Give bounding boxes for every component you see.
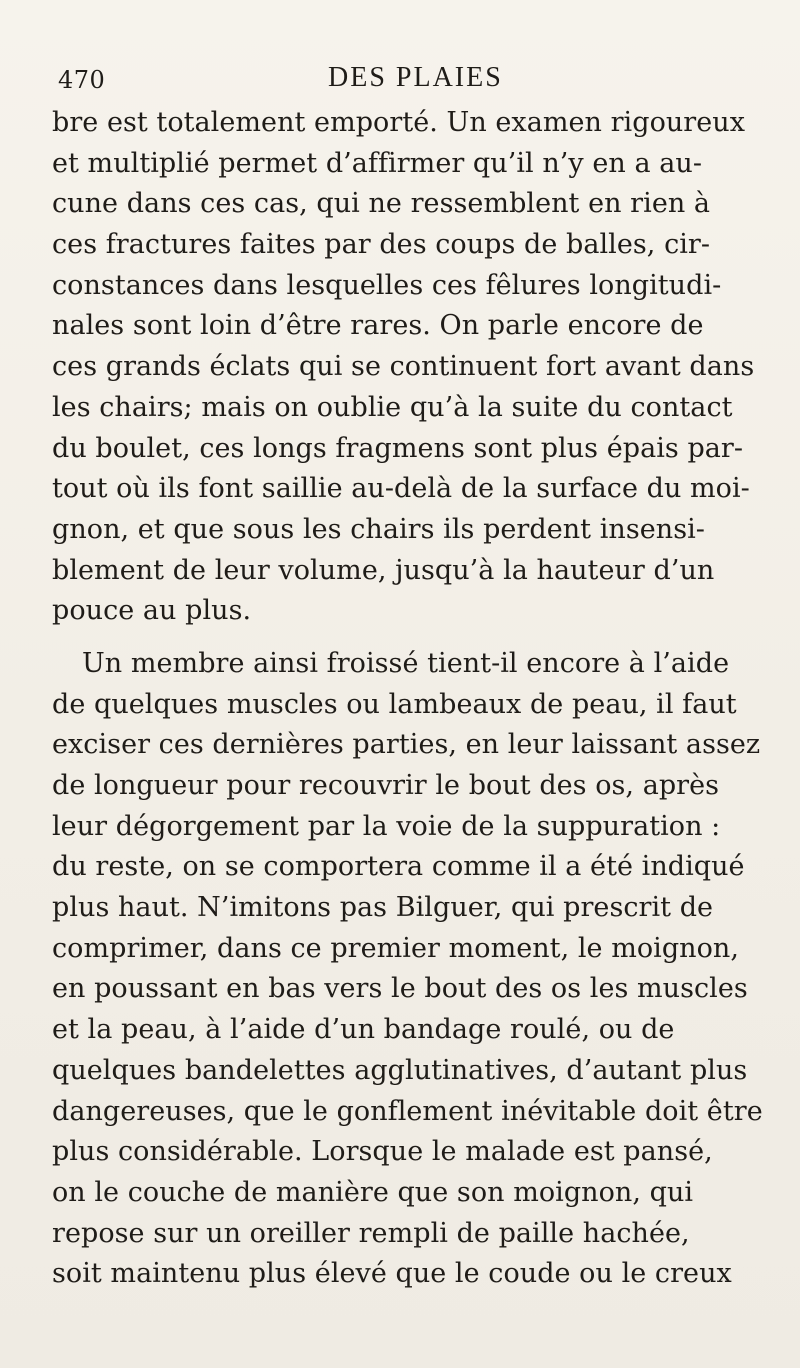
text-line: ces fractures faites par des coups de balles, cir- <box>52 229 711 261</box>
text-line: pouce au plus. <box>52 595 252 627</box>
text-line: dangereuses, que le gonflement inévitable doit être <box>52 1095 763 1127</box>
page-header <box>58 62 748 98</box>
text-line: constances dans lesquelles ces fêlures longitudi- <box>52 269 722 301</box>
paragraph-1 <box>52 103 768 632</box>
running-head: DES PLAIES <box>328 62 503 93</box>
text-line: exciser ces dernières parties, en leur laissant assez <box>52 729 761 761</box>
text-line: plus haut. N’imitons pas Bilguer, qui prescrit de <box>52 892 714 924</box>
text-line: blement de leur volume, jusqu’à la hauteur d’un <box>52 554 715 586</box>
text-line: comprimer, dans ce premier moment, le moignon, <box>52 932 739 964</box>
text-line: repose sur un oreiller rempli de paille hachée, <box>52 1217 690 1249</box>
page-number: 470 <box>58 66 106 94</box>
text-line: et multiplié permet d’affirmer qu’il n’y en a au- <box>52 147 702 179</box>
text-line: bre est totalement emporté. Un examen rigoureux <box>52 107 746 138</box>
text-line: plus considérable. Lorsque le malade est pansé, <box>52 1136 713 1168</box>
body-text <box>52 103 768 1295</box>
text-line: du reste, on se comportera comme il a été indiqué <box>52 851 745 883</box>
text-line: de quelques muscles ou lambeaux de peau, il faut <box>52 688 737 720</box>
text-line: leur dégorgement par la voie de la suppuration : <box>52 810 721 842</box>
text-line: les chairs; mais on oublie qu’à la suite du contact <box>52 391 733 423</box>
text-line: de longueur pour recouvrir le bout des os, après <box>52 770 720 801</box>
text-line: on le couche de manière que son moignon, qui <box>52 1176 694 1208</box>
text-line: et la peau, à l’aide d’un bandage roulé, ou de <box>52 1014 675 1046</box>
text-line: gnon, et que sous les chairs ils perdent insensi- <box>52 513 705 545</box>
text-line: ces grands éclats qui se continuent fort avant dans <box>52 351 755 383</box>
paragraph-2 <box>52 644 768 1295</box>
text-line: soit maintenu plus élevé que le coude ou le creux <box>52 1258 732 1290</box>
text-line: tout où ils font saillie au-delà de la surface du moi- <box>52 473 750 505</box>
paragraph-gap <box>52 632 768 644</box>
text-line: en poussant en bas vers le bout des os les muscles <box>52 973 748 1005</box>
text-line: nales sont loin d’être rares. On parle encore de <box>52 310 704 342</box>
text-line: du boulet, ces longs fragmens sont plus épais par- <box>52 432 744 464</box>
text-line: cune dans ces cas, qui ne ressemblent en rien à <box>52 188 711 220</box>
text-line: quelques bandelettes agglutinatives, d’autant plus <box>52 1054 748 1086</box>
text-line: Un membre ainsi froissé tient-il encore à l’aide <box>82 647 730 679</box>
